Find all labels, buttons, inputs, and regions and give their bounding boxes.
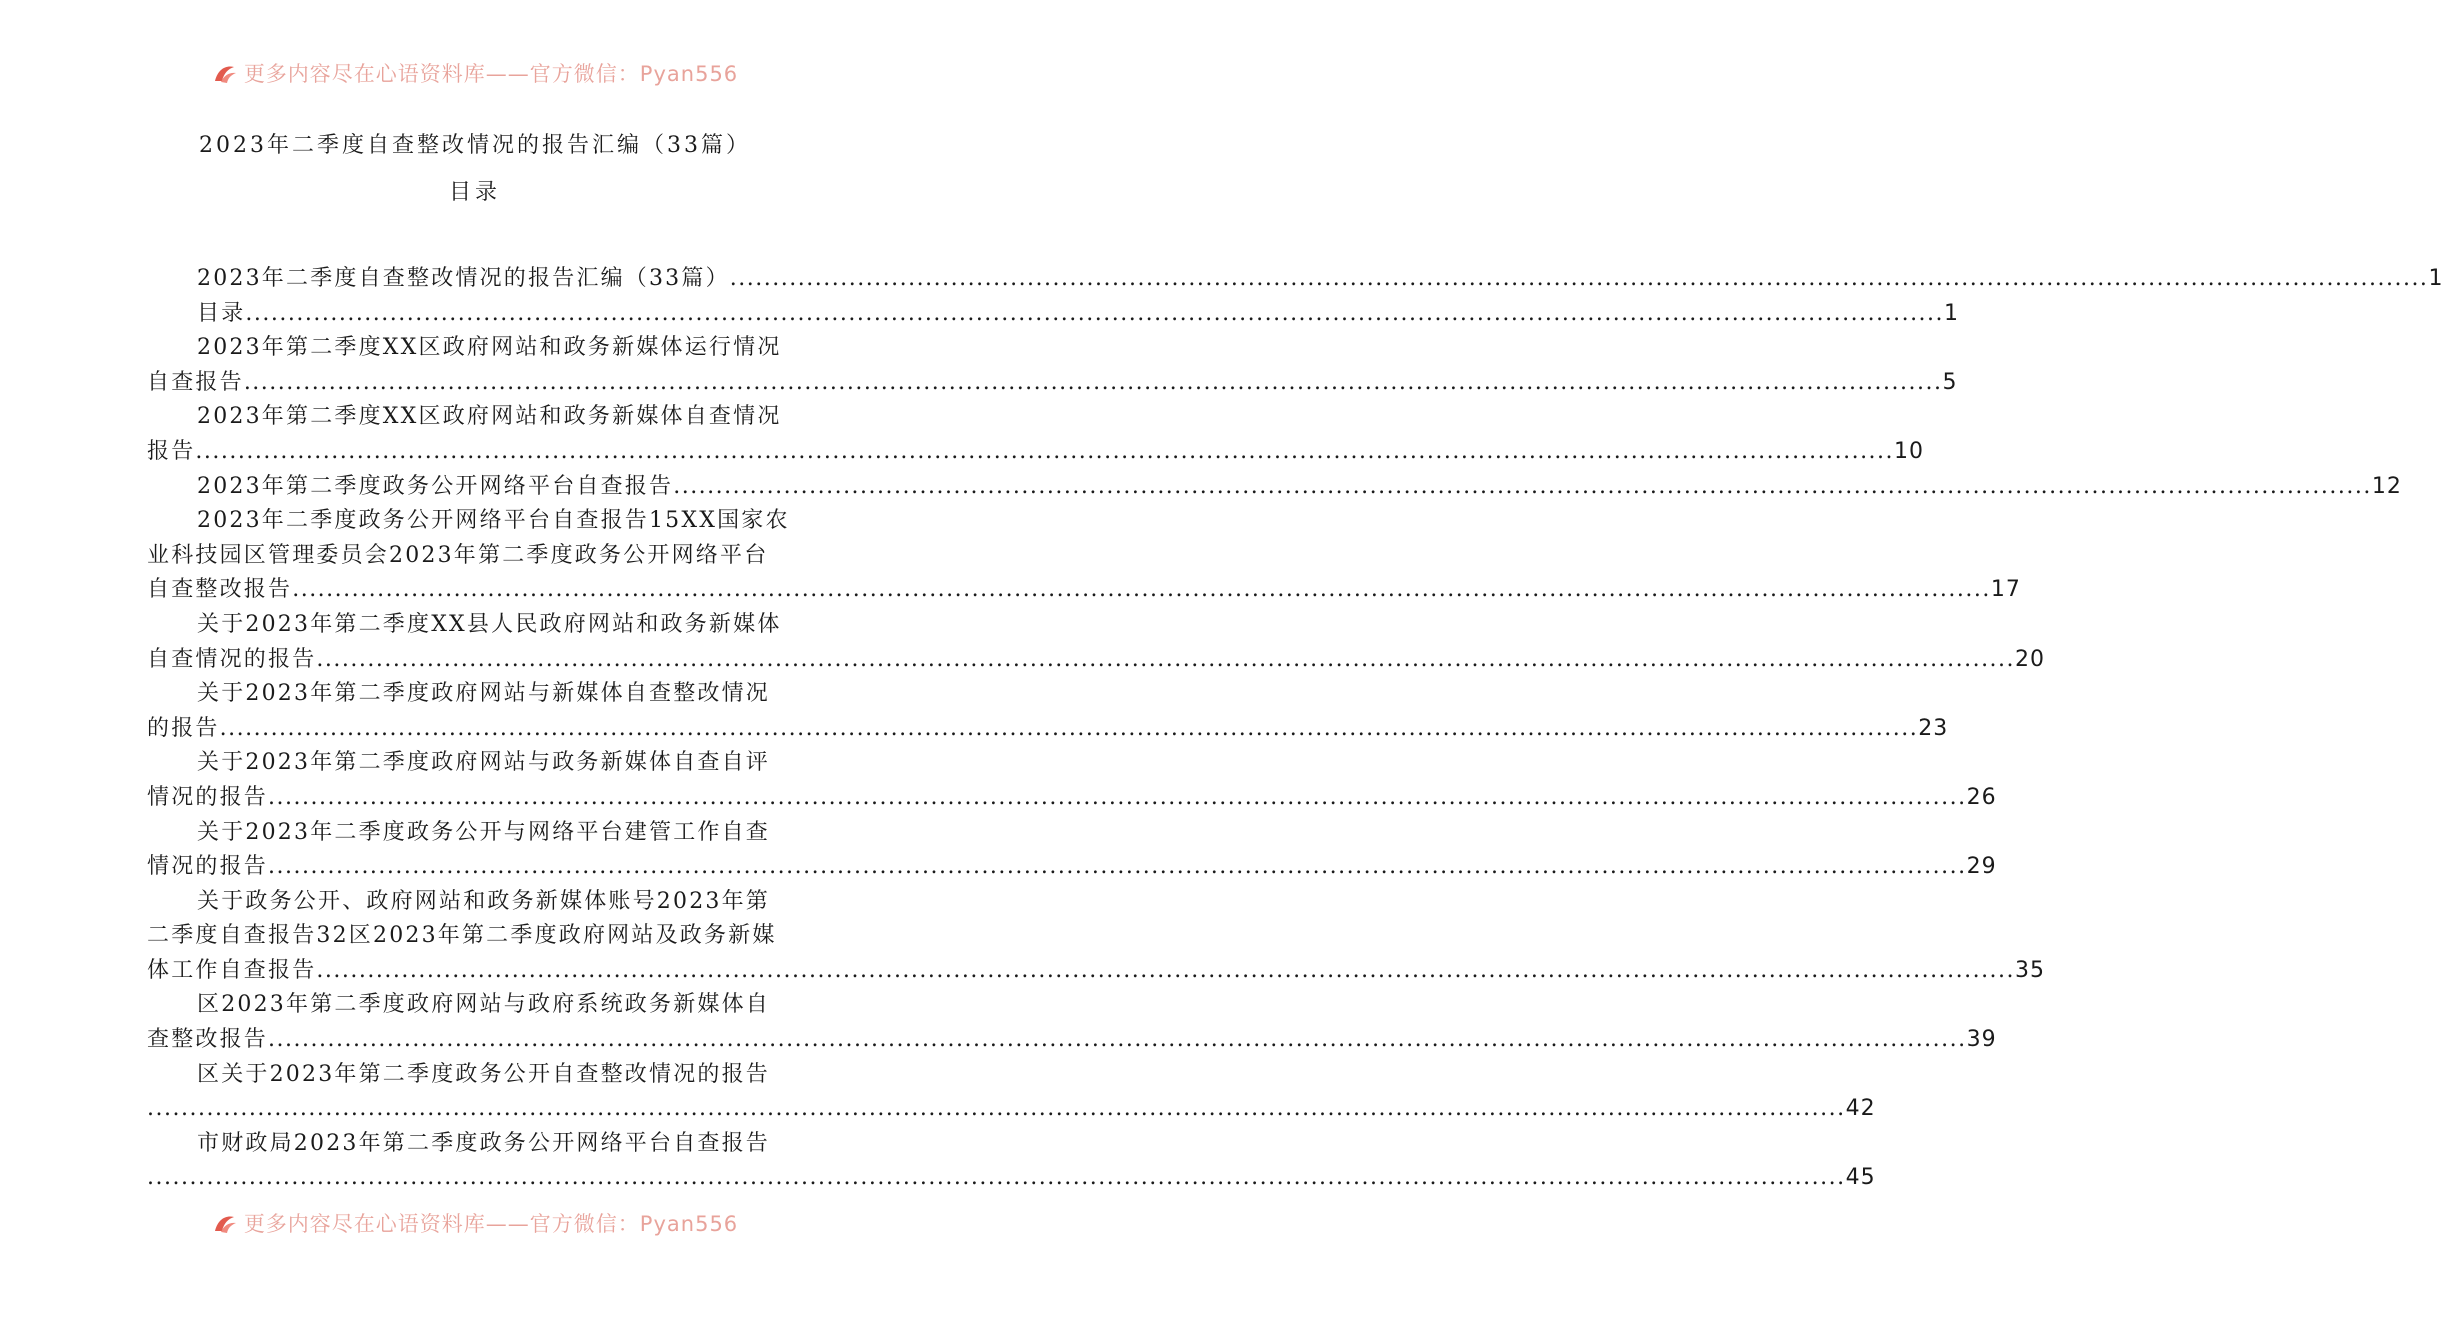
- toc-page-number: 20: [2015, 646, 2046, 672]
- toc-page-number: 1: [2428, 266, 2443, 291]
- toc-page-number: 1: [1944, 300, 1960, 326]
- toc-entry-title-line: 2023年第二季度XX区政府网站和政务新媒体运行情况: [197, 335, 782, 361]
- toc-entry[interactable]: [147, 297, 1960, 332]
- toc-page-number: 26: [1966, 784, 1997, 810]
- toc-page-number: 45: [1845, 1165, 1876, 1191]
- toc-entry[interactable]: [147, 331, 1958, 400]
- toc-entry[interactable]: [147, 400, 1925, 469]
- toc-entry-title: 体工作自查报告: [147, 957, 317, 983]
- toc-dot-leader: ........................................................................................................................................................................................................: [673, 473, 2372, 499]
- watermark-footer: [0, 1208, 950, 1238]
- document-title: 2023年二季度自查整改情况的报告汇编（33篇）: [199, 133, 751, 158]
- toc-entry-row: [147, 573, 2021, 608]
- toc-dot-leader: ........................................................................................................................................................................................................: [316, 646, 2016, 672]
- toc-entry-row: [147, 643, 2046, 678]
- toc-entry-title-line: 2023年二季度政务公开网络平台自查报告15XX国家农: [197, 508, 790, 534]
- toc-entry[interactable]: [147, 816, 1997, 885]
- toc-entry[interactable]: [147, 746, 1997, 815]
- toc-dot-leader: ........................................................................................................................................................................................................: [268, 1027, 1967, 1053]
- toc-entry-title-line: 关于2023年第二季度政府网站与政务新媒体自查自评: [197, 750, 770, 776]
- toc-page-number: 39: [1966, 1027, 1997, 1053]
- toc-page-number: 23: [1918, 715, 1949, 741]
- toc-entry-title: 自查情况的报告: [147, 646, 317, 672]
- toc-entry-row: [147, 366, 1958, 401]
- toc-dot-leader: ........................................................................................................................................................................................................: [195, 438, 1895, 464]
- toc-entry-title-line: 区关于2023年第二季度政务公开自查整改情况的报告: [197, 1061, 770, 1087]
- toc-entry-title: 查整改报告: [147, 1027, 269, 1053]
- toc-dot-leader: ........................................................................................................................................................................................................: [729, 266, 2429, 291]
- toc-entry-title-line: 关于政务公开、政府网站和政务新媒体账号2023年第: [197, 888, 770, 914]
- watermark-text: 更多内容尽在心语资料库——官方微信：Pyan556: [243, 1212, 739, 1236]
- toc-dot-leader: ........................................................................................................................................................................................................: [268, 784, 1967, 810]
- document-subtitle: 目录: [448, 180, 501, 205]
- toc-entry-title: 报告: [147, 438, 196, 464]
- toc-entry-title: 2023年二季度自查整改情况的报告汇编（33篇）: [197, 266, 730, 291]
- toc-entry-row: [147, 850, 1997, 885]
- brand-logo-icon: [212, 63, 238, 85]
- toc-entry-title: 目录: [197, 300, 246, 326]
- toc-entry-title-line: 关于2023年二季度政务公开与网络平台建管工作自查: [197, 819, 770, 845]
- toc-entry[interactable]: [147, 988, 1997, 1057]
- toc-entry-row: [147, 1092, 1876, 1127]
- toc-entry[interactable]: [147, 1058, 1876, 1127]
- toc-page-number: 5: [1942, 369, 1958, 395]
- toc-entry-title-line: 区2023年第二季度政府网站与政府系统政务新媒体自: [197, 992, 770, 1018]
- toc-entry-row: [147, 470, 2402, 505]
- toc-dot-leader: ........................................................................................................................................................................................................: [219, 715, 1919, 741]
- toc-entry-title: 自查整改报告: [147, 577, 293, 603]
- toc-dot-leader: ........................................................................................................................................................................................................: [147, 1096, 1846, 1122]
- toc-entry-title-line: 业科技园区管理委员会2023年第二季度政务公开网络平台: [147, 542, 769, 568]
- toc-entry-title-line: 关于2023年第二季度政府网站与新媒体自查整改情况: [197, 681, 770, 707]
- brand-logo-icon: [212, 1213, 238, 1235]
- toc-entry-title: 2023年第二季度政务公开网络平台自查报告: [197, 473, 674, 499]
- toc-entry[interactable]: [147, 885, 2046, 989]
- toc-entry-title: 情况的报告: [147, 784, 269, 810]
- toc-page-number: 12: [2371, 473, 2402, 499]
- toc-entry[interactable]: [147, 677, 1949, 746]
- toc-entry-row: [147, 1161, 1876, 1196]
- toc-entry-row: [147, 435, 1925, 470]
- toc-entry[interactable]: [147, 1127, 1876, 1196]
- toc-dot-leader: ........................................................................................................................................................................................................: [292, 577, 1991, 603]
- toc-entry-title-line: 市财政局2023年第二季度政务公开网络平台自查报告: [197, 1130, 770, 1156]
- toc-entry-row: [147, 297, 1960, 332]
- toc-entry-title-line: 二季度自查报告32区2023年第二季度政府网站及政务新媒: [147, 923, 777, 949]
- toc-page-number: 17: [1990, 577, 2021, 603]
- toc-entry[interactable]: [147, 504, 2021, 608]
- toc-entry-title-line: 2023年第二季度XX区政府网站和政务新媒体自查情况: [197, 404, 782, 430]
- toc-dot-leader: ........................................................................................................................................................................................................: [243, 369, 1943, 395]
- toc-entry-row: [147, 954, 2046, 989]
- toc-dot-leader: ........................................................................................................................................................................................................: [147, 1165, 1846, 1191]
- toc-dot-leader: ........................................................................................................................................................................................................: [316, 957, 2016, 983]
- toc-entry-row: [147, 712, 1949, 747]
- toc-page-number: 10: [1894, 438, 1925, 464]
- toc-entry[interactable]: [147, 470, 2402, 505]
- toc-page-number: 42: [1845, 1096, 1876, 1122]
- toc-dot-leader: ........................................................................................................................................................................................................: [268, 854, 1967, 880]
- watermark-text: 更多内容尽在心语资料库——官方微信：Pyan556: [243, 62, 739, 86]
- table-of-contents: [147, 262, 2443, 1196]
- toc-entry-row: [147, 781, 1997, 816]
- toc-dot-leader: ........................................................................................................................................................................................................: [245, 300, 1945, 326]
- toc-entry-title-line: 关于2023年第二季度XX县人民政府网站和政务新媒体: [197, 611, 782, 637]
- toc-entry-row: [147, 1023, 1997, 1058]
- toc-entry-title: 的报告: [147, 715, 220, 741]
- toc-page-number: 29: [1966, 854, 1997, 880]
- toc-entry-title: 自查报告: [147, 369, 244, 395]
- toc-entry-title: 情况的报告: [147, 854, 269, 880]
- toc-page-number: 35: [2015, 957, 2046, 983]
- toc-entry-row: [147, 262, 2443, 297]
- toc-entry[interactable]: [147, 262, 2443, 297]
- watermark-header: [0, 58, 950, 88]
- toc-entry[interactable]: [147, 608, 2046, 677]
